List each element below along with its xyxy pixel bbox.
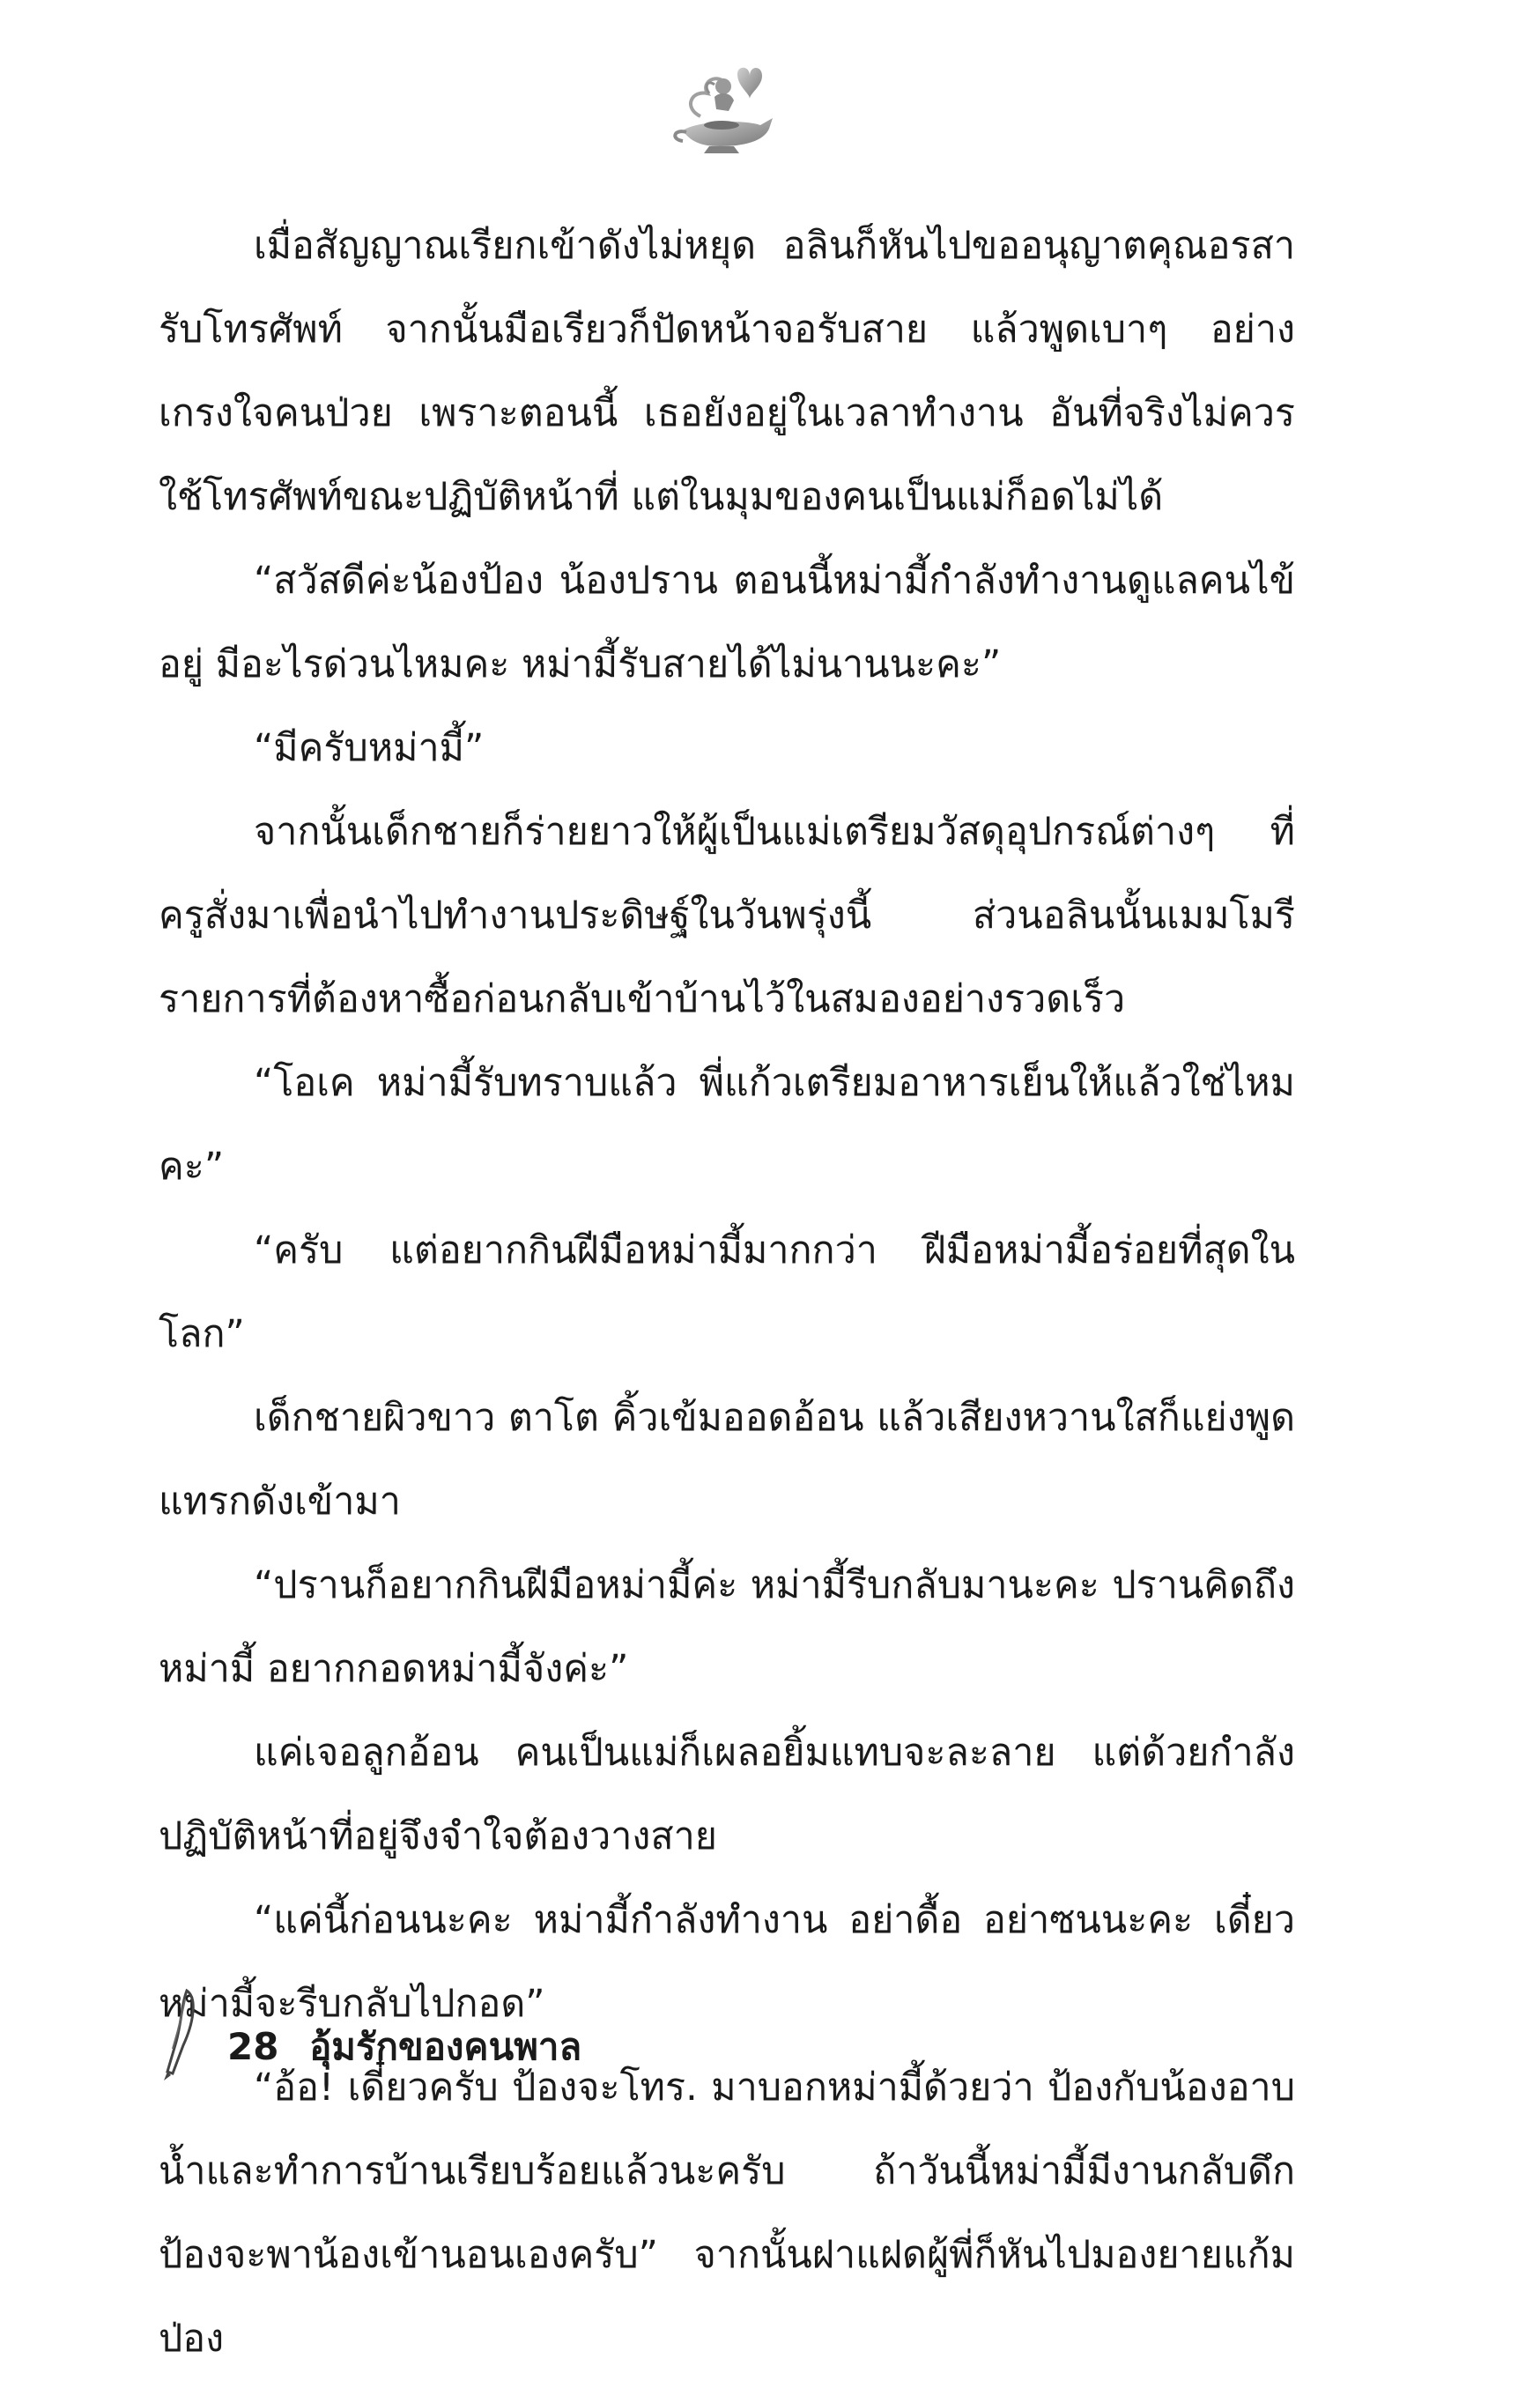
quill-pen-icon — [150, 1987, 203, 2084]
paragraph: แค่เจอลูกอ้อน คนเป็นแม่ก็เผลอยิ้มแทบจะละลาย แต่ด้วยกำลังปฏิบัติหน้าที่อยู่จึงจำใจต้องวางสาย — [159, 1731, 1295, 1858]
paragraph: “ปรานก็อยากกินฝีมือหม่ามี้ค่ะ หม่ามี้รีบกลับมานะคะ ปรานคิดถึงหม่ามี้ อยากกอดหม่ามี้จังค่ะ” — [159, 1563, 1295, 1691]
page-number: 28 — [227, 2025, 279, 2068]
paragraph: “มีครับหม่ามี้” — [254, 726, 485, 770]
paragraph: เมื่อสัญญาณเรียกเข้าดังไม่หยุด อลินก็หันไปขออนุญาตคุณอรสารับโทรศัพท์ จากนั้นมือเรียวก็ปัดหน้าจอรับสาย แล้วพูดเบาๆ อย่างเกรงใจคนป่วย เพราะตอนนี้ เธอยังอยู่ในเวลาทำงาน อันที่จริงไม่ควรใช้โทรศัพท์ขณะปฏิบัติหน้าที่ แต่ในมุมของคนเป็นแม่ก็อดไม่ได้ — [159, 224, 1295, 519]
paragraph: “อ้อ! เดี๋ยวครับ ป้องจะโทร. มาบอกหม่ามี้ด้วยว่า ป้องกับน้องอาบน้ำและทำการบ้านเรียบร้อยแล้วนะครับ ถ้าวันนี้หม่ามี้มีงานกลับดึก ป้องจะพาน้องเข้านอนเองครับ” จากนั้นฝาแฝดผู้พี่ก็หันไปมองยายแก้มป่อง — [159, 2066, 1295, 2361]
book-title: อุ้มรักของคนพาล — [309, 2025, 582, 2068]
paragraph: จากนั้นเด็กชายก็ร่ายยาวให้ผู้เป็นแม่เตรียมวัสดุอุปกรณ์ต่างๆ ที่ครูสั่งมาเพื่อนำไปทำงานประดิษฐ์ในวันพรุ่งนี้ ส่วนอลินนั้นเมมโมรีรายการที่ต้องหาซื้อก่อนกลับเข้าบ้านไว้ในสมองอย่างรวดเร็ว — [159, 810, 1295, 1021]
footer-text — [227, 2018, 581, 2076]
paragraph: “โอเค หม่ามี้รับทราบแล้ว พี่แก้วเตรียมอาหารเย็นให้แล้วใช่ไหมคะ” — [159, 1061, 1295, 1189]
paragraph: “ครับ แต่อยากกินฝีมือหม่ามี้มากกว่า ฝีมือหม่ามี้อร่อยที่สุดในโลก” — [159, 1228, 1295, 1356]
paragraph: “แค่นี้ก่อนนะคะ หม่ามี้กำลังทำงาน อย่าดื้อ อย่าซนนะคะ เดี๋ยวหม่ามี้จะรีบกลับไปกอด” — [159, 1898, 1295, 2026]
cupid-lamp-ornament-icon — [665, 55, 780, 160]
paragraph: “สวัสดีค่ะน้องป้อง น้องปราน ตอนนี้หม่ามี้กำลังทำงานดูแลคนไข้อยู่ มีอะไรด่วนไหมคะ หม่ามี้รับสายได้ไม่นานนะคะ” — [159, 559, 1295, 686]
page-footer — [150, 1987, 943, 2084]
paragraph: เด็กชายผิวขาว ตาโต คิ้วเข้มออดอ้อน แล้วเสียงหวานใสก็แย่งพูดแทรกดังเข้ามา — [159, 1396, 1295, 1524]
